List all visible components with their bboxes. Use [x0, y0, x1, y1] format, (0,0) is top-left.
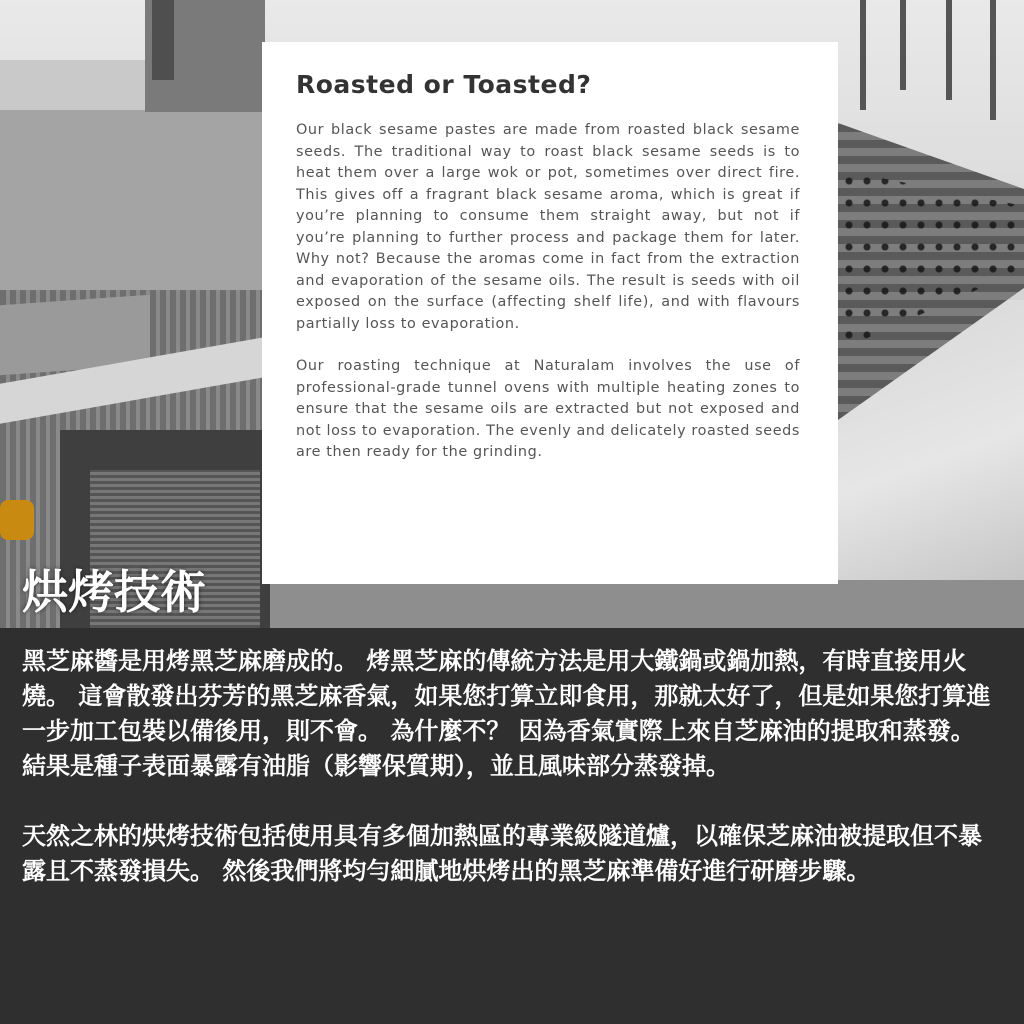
card-paragraph: Our roasting technique at Naturalam involves the use of professional-grade tunnel ovens with multiple heating zones to ensure that the sesame oils are extracted but not exposed and not loss to evaporation. The evenly and delicately roasted seeds are then ready for the grinding.: [296, 358, 800, 460]
card-paragraph: Our black sesame pastes are made from roasted black sesame seeds. The traditional way to roast black sesame seeds is to heat them over a large wok or pot, sometimes over direct fire. This gives off a fragrant black sesame aroma, which is great if you’re planning to consume them straight away, but not if you’re planning to further process and package them for later. Why not? Because the aromas come in fact from the extraction and evaporation of the sesame oils. The result is seeds with oil exposed on the surface (affecting shelf life), and with flavours partially loss to evaporation.: [296, 122, 800, 332]
card-body: [296, 120, 800, 485]
section-heading: 烘烤技術: [22, 565, 206, 619]
chinese-paragraph: 天然之林的烘烤技術包括使用具有多個加熱區的專業級隧道爐，以確保芝麻油被提取但不暴露且不蒸發損失。 然後我們將均勻細膩地烘烤出的黑芝麻準備好進行研磨步驟。: [22, 822, 982, 885]
chinese-paragraph: 黑芝麻醬是用烤黑芝麻磨成的。 烤黑芝麻的傳統方法是用大鐵鍋或鍋加熱，有時直接用火燒。 這會散發出芬芳的黑芝麻香氣，如果您打算立即食用，那就太好了，但是如果您打算進一步加工包裝以備後用，則不會。 為什麼不？ 因為香氣實際上來自芝麻油的提取和蒸發。 結果是種子表面暴露有油脂（影響保質期），並且風味部分蒸發掉。: [22, 647, 991, 780]
chinese-body: [22, 644, 1002, 924]
chinese-text-panel: [0, 628, 1024, 1024]
card-title: Roasted or Toasted?: [296, 70, 592, 99]
info-card: [262, 42, 838, 584]
